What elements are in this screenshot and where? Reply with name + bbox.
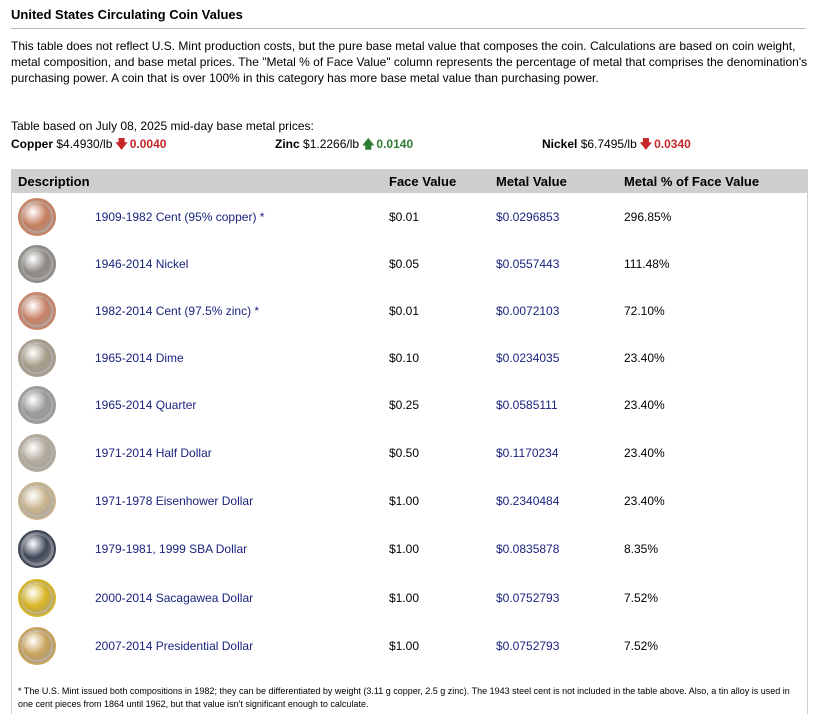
metal-value-link[interactable]: $0.0234035 <box>496 351 560 365</box>
sacagawea-dollar-coin-icon <box>18 579 56 617</box>
metal-value-link[interactable]: $0.0296853 <box>496 210 560 224</box>
table-header <box>12 169 807 193</box>
metal-percent-value: 7.52% <box>624 639 659 653</box>
metal-percent-value: 23.40% <box>624 398 665 412</box>
metal-price-zinc <box>275 135 413 156</box>
coin-description-link[interactable]: 1946-2014 Nickel <box>95 257 189 271</box>
presidential-dollar-coin-icon <box>18 627 56 665</box>
metal-value-link[interactable]: $0.0752793 <box>496 591 560 605</box>
face-value: $1.00 <box>389 639 420 653</box>
face-value: $1.00 <box>389 542 420 556</box>
arrow-down-icon: 🡇 <box>639 137 653 151</box>
table-row <box>12 334 807 382</box>
coin-description-link[interactable]: 2007-2014 Presidential Dollar <box>95 639 254 653</box>
face-value: $0.10 <box>389 351 420 365</box>
metal-name: Zinc <box>275 137 300 151</box>
coin-description-link[interactable]: 1965-2014 Quarter <box>95 398 197 412</box>
eisenhower-dollar-coin-icon <box>18 482 56 520</box>
metal-price-nickel <box>542 135 691 156</box>
metal-percent-value: 23.40% <box>624 351 665 365</box>
header-metal-value: Metal Value <box>496 174 567 189</box>
metal-percent-value: 23.40% <box>624 446 665 460</box>
metal-price: $4.4930/lb <box>56 137 113 151</box>
dime-coin-icon <box>18 339 56 377</box>
metal-percent-value: 7.52% <box>624 591 659 605</box>
table-row <box>12 622 807 670</box>
metal-value-link[interactable]: $0.0585111 <box>496 398 558 412</box>
face-value: $0.25 <box>389 398 420 412</box>
coin-description-link[interactable]: 1971-1978 Eisenhower Dollar <box>95 494 254 508</box>
zinc-cent-coin-icon <box>18 292 56 330</box>
half-dollar-coin-icon <box>18 434 56 472</box>
header-description: Description <box>18 174 90 189</box>
intro-paragraph: This table does not reflect U.S. Mint production costs, but the pure base metal value that composes the coin. Calculations are based on coin weight, metal composition, and base metal prices. The "Metal % of Face Value" column represents the percentage of metal that comprises the denomination's purchasing power. A coin that is over 100% in this category has more base metal value than purchasing power. <box>11 39 808 86</box>
sba-dollar-coin-icon <box>18 530 56 568</box>
metal-percent-value: 72.10% <box>624 304 665 318</box>
coin-description-link[interactable]: 1971-2014 Half Dollar <box>95 446 212 460</box>
metal-value-link[interactable]: $0.0072103 <box>496 304 560 318</box>
page-title: United States Circulating Coin Values <box>11 7 243 22</box>
table-row <box>12 381 807 429</box>
metal-value-link[interactable]: $0.2340484 <box>496 494 560 508</box>
metal-value-link[interactable]: $0.0752793 <box>496 639 560 653</box>
metal-change: 0.0140 <box>376 137 414 151</box>
metal-value-link[interactable]: $0.0557443 <box>496 257 560 271</box>
coin-values-table <box>11 169 808 714</box>
metal-name: Copper <box>11 137 53 151</box>
coin-description-link[interactable]: 2000-2014 Sacagawea Dollar <box>95 591 254 605</box>
coin-description-link[interactable]: 1982-2014 Cent (97.5% zinc) * <box>95 304 260 318</box>
table-row <box>12 193 807 241</box>
table-row <box>12 574 807 622</box>
copper-cent-coin-icon <box>18 198 56 236</box>
metal-percent-value: 8.35% <box>624 542 659 556</box>
table-row <box>12 287 807 335</box>
metal-value-link[interactable]: $0.1170234 <box>496 446 559 460</box>
arrow-up-icon: 🡅 <box>362 137 375 151</box>
table-row <box>12 240 807 288</box>
prices-date-line: Table based on July 08, 2025 mid-day base metal prices: <box>11 119 314 133</box>
metal-price-copper <box>11 135 166 156</box>
face-value: $1.00 <box>389 591 420 605</box>
coin-description-link[interactable]: 1965-2014 Dime <box>95 351 184 365</box>
header-metal-percent: Metal % of Face Value <box>624 174 760 189</box>
table-row <box>12 525 807 573</box>
metal-name: Nickel <box>542 137 578 151</box>
title-divider <box>11 28 806 29</box>
metal-percent-value: 23.40% <box>624 494 665 508</box>
table-row <box>12 477 807 525</box>
metal-change: 0.0040 <box>129 137 167 151</box>
table-footnote: * The U.S. Mint issued both compositions in 1982; they can be differentiated by weight (3.11 g copper, 2.5 g zinc). The 1943 steel cent is not included in the table above. Also, a tin alloy is used in one cent pieces from 1864 until 1962, but that value isn't significant enough to calculate. <box>18 686 790 709</box>
face-value: $1.00 <box>389 494 420 508</box>
face-value: $0.01 <box>389 304 420 318</box>
arrow-down-icon: 🡇 <box>115 137 128 151</box>
metal-value-link[interactable]: $0.0835878 <box>496 542 560 556</box>
face-value: $0.05 <box>389 257 420 271</box>
metal-percent-value: 296.85% <box>624 210 672 224</box>
quarter-coin-icon <box>18 386 56 424</box>
coin-description-link[interactable]: 1909-1982 Cent (95% copper) * <box>95 210 265 224</box>
header-face-value: Face Value <box>389 174 457 189</box>
face-value: $0.01 <box>389 210 420 224</box>
metal-change: 0.0340 <box>654 137 691 151</box>
metal-percent-value: 111.48% <box>624 257 670 271</box>
coin-description-link[interactable]: 1979-1981, 1999 SBA Dollar <box>95 542 248 556</box>
face-value: $0.50 <box>389 446 420 460</box>
table-row <box>12 429 807 477</box>
metal-price: $1.2266/lb <box>303 137 360 151</box>
nickel-coin-icon <box>18 245 56 283</box>
metal-price: $6.7495/lb <box>580 137 637 151</box>
